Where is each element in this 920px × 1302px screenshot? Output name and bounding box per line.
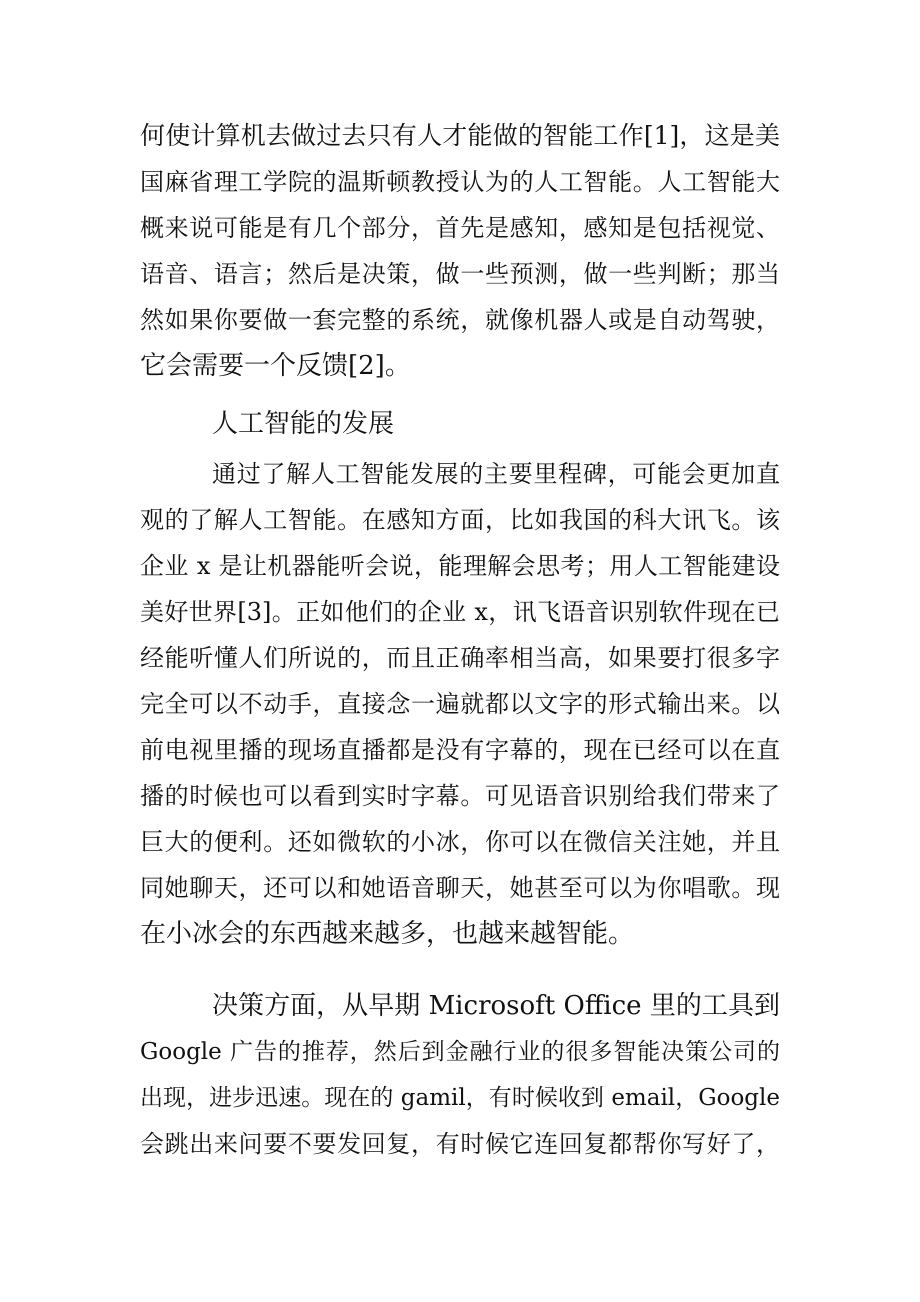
paragraph-3-line-1: 决策方面，从早期 Microsoft Office 里的工具到: [212, 991, 780, 1021]
paragraph-3-line-2: Google 广告的推荐，然后到金融行业的很多智能决策公司的: [140, 1039, 780, 1065]
paragraph-2-line-7: 前电视里播的现场直播都是没有字幕的，现在已经可以在直: [140, 736, 780, 764]
paragraph-1-line-3: 概来说可能是有几个部分，首先是感知，感知是包括视觉、: [140, 214, 780, 242]
paragraph-1-line-1: 何使计算机去做过去只有人才能做的智能工作[1]，这是美: [140, 121, 780, 150]
paragraph-2-line-4: 美好世界[3]。正如他们的企业 x，讯飞语音识别软件现在已: [140, 598, 780, 626]
paragraph-1-line-2: 国麻省理工学院的温斯顿教授认为的人工智能。人工智能大: [140, 168, 780, 196]
paragraph-2-line-6: 完全可以不动手，直接念一遍就都以文字的形式输出来。以: [140, 690, 780, 718]
paragraph-3-line-4: 会跳出来问要不要发回复，有时候它连回复都帮你写好了，: [140, 1130, 780, 1158]
paragraph-2-line-8: 播的时候也可以看到实时字幕。可见语音识别给我们带来了: [140, 782, 780, 810]
paragraph-2-line-11: 在小冰会的东西越来越多，也越来越智能。: [140, 919, 635, 949]
paragraph-1-line-5: 然如果你要做一套完整的系统，就像机器人或是自动驾驶，: [140, 306, 780, 334]
paragraph-3-line-3: 出现，进步迅速。现在的 gamil，有时候收到 email，Google: [140, 1085, 780, 1111]
paragraph-2-line-9: 巨大的便利。还如微软的小冰，你可以在微信关注她，并且: [140, 828, 780, 856]
section-heading: 人工智能的发展: [212, 409, 395, 439]
paragraph-2-line-10: 同她聊天，还可以和她语音聊天，她甚至可以为你唱歌。现: [140, 874, 780, 902]
paragraph-2-line-5: 经能听懂人们所说的，而且正确率相当高，如果要打很多字: [140, 644, 780, 672]
paragraph-1-line-4: 语音、语言；然后是决策，做一些预测，做一些判断；那当: [140, 260, 780, 288]
paragraph-1-line-6: 它会需要一个反馈[2]。: [140, 351, 411, 381]
paragraph-2-line-2: 观的了解人工智能。在感知方面，比如我国的科大讯飞。该: [140, 506, 780, 534]
paragraph-2-line-3: 企业 x 是让机器能听会说，能理解会思考；用人工智能建设: [140, 552, 780, 580]
paragraph-2-line-1: 通过了解人工智能发展的主要里程碑，可能会更加直: [212, 460, 780, 488]
